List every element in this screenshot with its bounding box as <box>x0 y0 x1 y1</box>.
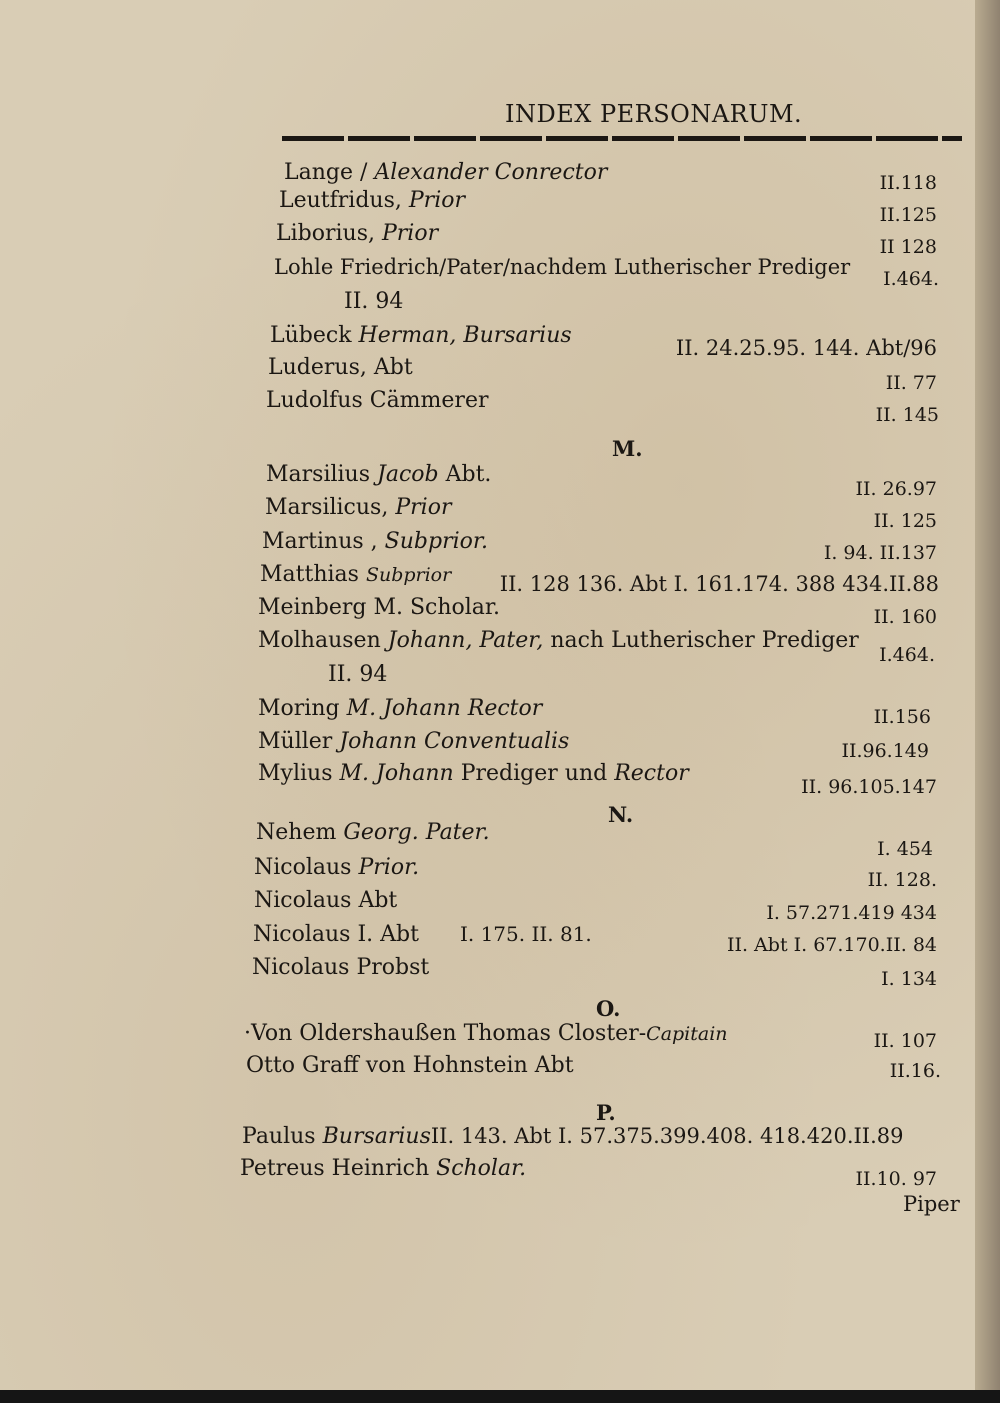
catchword: Piper <box>903 1192 960 1216</box>
entry-nicolaus-i-abt <box>253 922 592 947</box>
entry-role: Prior <box>408 188 465 213</box>
entry-refs: II. 143. Abt I. 57.375.399.408. 418.420.II.89 <box>430 1124 904 1148</box>
entry-suffix: Abt. <box>445 462 492 487</box>
entry-name: Nicolaus I. Abt <box>253 922 419 947</box>
entry-leutfridus <box>279 188 465 213</box>
entry-lange <box>284 160 607 185</box>
entry-role: Alexander Conrector <box>374 160 608 185</box>
entry-ludolfus <box>266 388 488 413</box>
entry-name: Meinberg M. Scholar. <box>258 595 501 620</box>
entry-ref: I. 454 <box>877 838 933 860</box>
entry-name: Lübeck <box>270 323 352 348</box>
entry-ref: II.156 <box>873 706 931 728</box>
entry-suffix: nach Lutherischer Prediger <box>550 628 859 653</box>
entry-name: Müller <box>258 729 333 754</box>
entry-ref: II. 77 <box>885 372 937 394</box>
entry-name: Matthias <box>260 562 359 587</box>
entry-meinberg <box>258 595 500 620</box>
entry-mid-ref: I. 175. II. 81. <box>459 922 592 946</box>
entry-name: Molhausen <box>258 628 381 653</box>
entry-ref: II. 107 <box>873 1030 937 1052</box>
section-letter-n: N. <box>608 802 634 827</box>
entry-matthias <box>260 562 451 587</box>
entry-molhausen-cont: II. 94 <box>328 662 388 687</box>
entry-ref: II. 26.97 <box>855 478 937 500</box>
entry-name: Liborius, <box>276 221 375 246</box>
entry-ref: II.125 <box>879 204 937 226</box>
entry-name: Nicolaus Abt <box>254 888 398 913</box>
entry-role: Scholar. <box>436 1156 527 1181</box>
entry-name: Luderus, Abt <box>268 355 413 380</box>
entry-role: Jacob <box>377 462 439 487</box>
section-letter-m: M. <box>612 436 643 461</box>
entry-ref: II.16. <box>889 1060 941 1082</box>
entry-name: Nicolaus <box>254 855 352 880</box>
entry-name: Marsilius <box>266 462 371 487</box>
entry-ref: II. Abt I. 67.170.II. 84 <box>726 934 937 956</box>
entry-role: Bursarius <box>322 1124 431 1149</box>
entry-role: Capitain <box>646 1023 728 1045</box>
entry-name: Moring <box>258 696 340 721</box>
entry-ref: I. 57.271.419 434 <box>766 902 937 924</box>
entry-ref: II. 24.25.95. 144. Abt/96 <box>675 336 937 360</box>
entry-liborius <box>276 221 438 246</box>
entry-ref: II. 145 <box>875 404 939 426</box>
entry-ref: I. 94. II.137 <box>823 542 937 564</box>
entry-name: Mylius <box>258 761 333 786</box>
entry-petreus <box>240 1156 526 1181</box>
entry-nicolaus-probst <box>252 955 429 980</box>
entry-ref: II. 128. <box>867 869 937 891</box>
entry-marsilius <box>266 462 491 487</box>
entry-name: ·Von Oldershaußen Thomas Closter- <box>244 1021 647 1046</box>
entry-ref: II.10. 97 <box>855 1168 937 1190</box>
entry-ref: I.464. <box>883 268 939 290</box>
entry-luderus <box>268 355 413 380</box>
page-header: INDEX PERSONARUM. <box>505 100 803 128</box>
entry-role: Johann Conventualis <box>339 729 570 754</box>
entry-role: M. Johann <box>339 761 454 786</box>
entry-role: Subprior. <box>384 529 488 554</box>
entry-lohle-cont: II. 94 <box>344 289 404 314</box>
entry-oldershausen <box>244 1021 728 1046</box>
entry-nehem <box>256 820 490 845</box>
entry-role: Georg. Pater. <box>343 820 490 845</box>
entry-role: Rector <box>614 761 689 786</box>
scan-border <box>0 1390 1000 1403</box>
entry-mylius <box>258 761 689 786</box>
entry-paulus <box>242 1124 903 1149</box>
entry-nicolaus-prior <box>254 855 419 880</box>
entry-ref: II. 125 <box>873 510 937 532</box>
entry-ref: II. 160 <box>873 606 937 628</box>
entry-name: Nicolaus Probst <box>252 955 430 980</box>
entry-ref: I. 134 <box>881 968 937 990</box>
entry-otto <box>246 1053 574 1078</box>
entry-lohle <box>274 255 850 280</box>
entry-role: Prior <box>381 221 439 246</box>
entry-role: Herman, Bursarius <box>358 323 572 348</box>
page-edge <box>975 0 1000 1390</box>
entry-ref: II. 96.105.147 <box>801 776 937 798</box>
entry-moring <box>258 696 542 721</box>
entry-luebeck <box>270 323 572 348</box>
entry-ref: I.464. <box>879 644 935 666</box>
entry-name: Lange / <box>284 160 368 185</box>
entry-name: Martinus , <box>262 529 378 554</box>
entry-name: Ludolfus Cämmerer <box>266 388 489 413</box>
entry-ref: II.118 <box>879 172 937 194</box>
entry-mueller <box>258 729 569 754</box>
entry-ref: II. 128 136. Abt I. 161.174. 388 434.II.88 <box>499 572 939 596</box>
entry-ref: II 128 <box>879 236 937 258</box>
entry-suffix: Prediger und <box>460 761 608 786</box>
entry-nicolaus-abt <box>254 888 397 913</box>
entry-name: Petreus Heinrich <box>240 1156 430 1181</box>
entry-name: Paulus <box>242 1124 316 1149</box>
entry-molhausen <box>258 628 859 653</box>
entry-martinus <box>262 529 488 554</box>
entry-marsilicus <box>265 495 451 520</box>
entry-role: Subprior <box>365 564 452 586</box>
entry-name: Lohle Friedrich/Pater/nachdem Lutherischer Prediger <box>274 255 851 279</box>
entry-ref: II.96.149 <box>841 740 929 762</box>
entry-role: Prior. <box>358 855 420 880</box>
entry-role: M. Johann Rector <box>346 696 543 721</box>
entry-role: Prior <box>395 495 452 520</box>
section-letter-p: P. <box>596 1100 616 1125</box>
section-letter-o: O. <box>596 996 621 1021</box>
entry-name: Otto Graff von Hohnstein Abt <box>246 1053 574 1078</box>
entry-name: Marsilicus, <box>265 495 389 520</box>
entry-role: Johann, Pater, <box>387 628 544 653</box>
header-rule <box>282 136 962 141</box>
entry-name: Nehem <box>256 820 337 845</box>
entry-name: Leutfridus, <box>279 188 402 213</box>
